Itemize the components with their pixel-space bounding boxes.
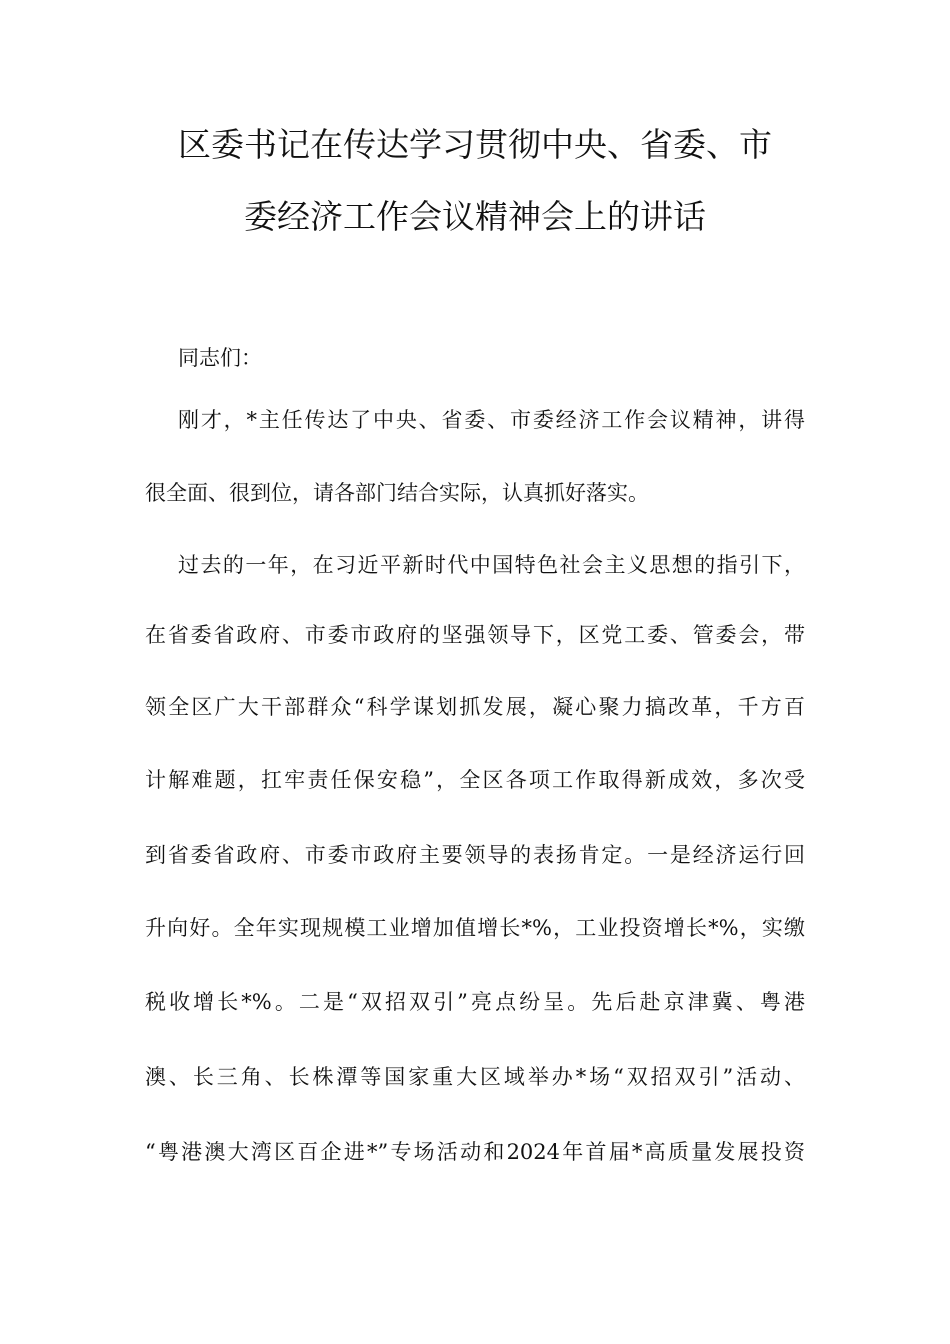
body-line: 很全面、很到位，请各部门结合实际，认真抓好落实。 xyxy=(145,481,649,505)
title-line-2: 委经济工作会议精神会上的讲话 xyxy=(244,197,706,236)
body-line: 刚才，*主任传达了中央、省委、市委经济工作会议精神，讲得 xyxy=(178,408,805,432)
body-line: “粤港澳大湾区百企进*”专场活动和2024年首届*高质量发展投资 xyxy=(145,1140,805,1164)
body-line: 计解难题，扛牢责任保安稳”，全区各项工作取得新成效，多次受 xyxy=(145,768,805,792)
body-line: 澳、长三角、长株潭等国家重大区域举办*场“双招双引”活动、 xyxy=(145,1065,805,1089)
body-line: 领全区广大干部群众“科学谋划抓发展，凝心聚力搞改革，千方百 xyxy=(145,695,805,719)
body-line: 过去的一年，在习近平新时代中国特色社会主义思想的指引下， xyxy=(178,553,805,577)
body-line: 到省委省政府、市委市政府主要领导的表扬肯定。一是经济运行回 xyxy=(145,843,805,867)
body-line: 在省委省政府、市委市政府的坚强领导下，区党工委、管委会，带 xyxy=(145,623,805,647)
body-line: 升向好。全年实现规模工业增加值增长*%，工业投资增长*%，实缴 xyxy=(145,916,805,940)
body-line: 税收增长*%。二是“双招双引”亮点纷呈。先后赴京津冀、粤港 xyxy=(145,990,805,1014)
salutation: 同志们： xyxy=(178,346,262,370)
title-line-1: 区委书记在传达学习贯彻中央、省委、市 xyxy=(178,125,772,164)
